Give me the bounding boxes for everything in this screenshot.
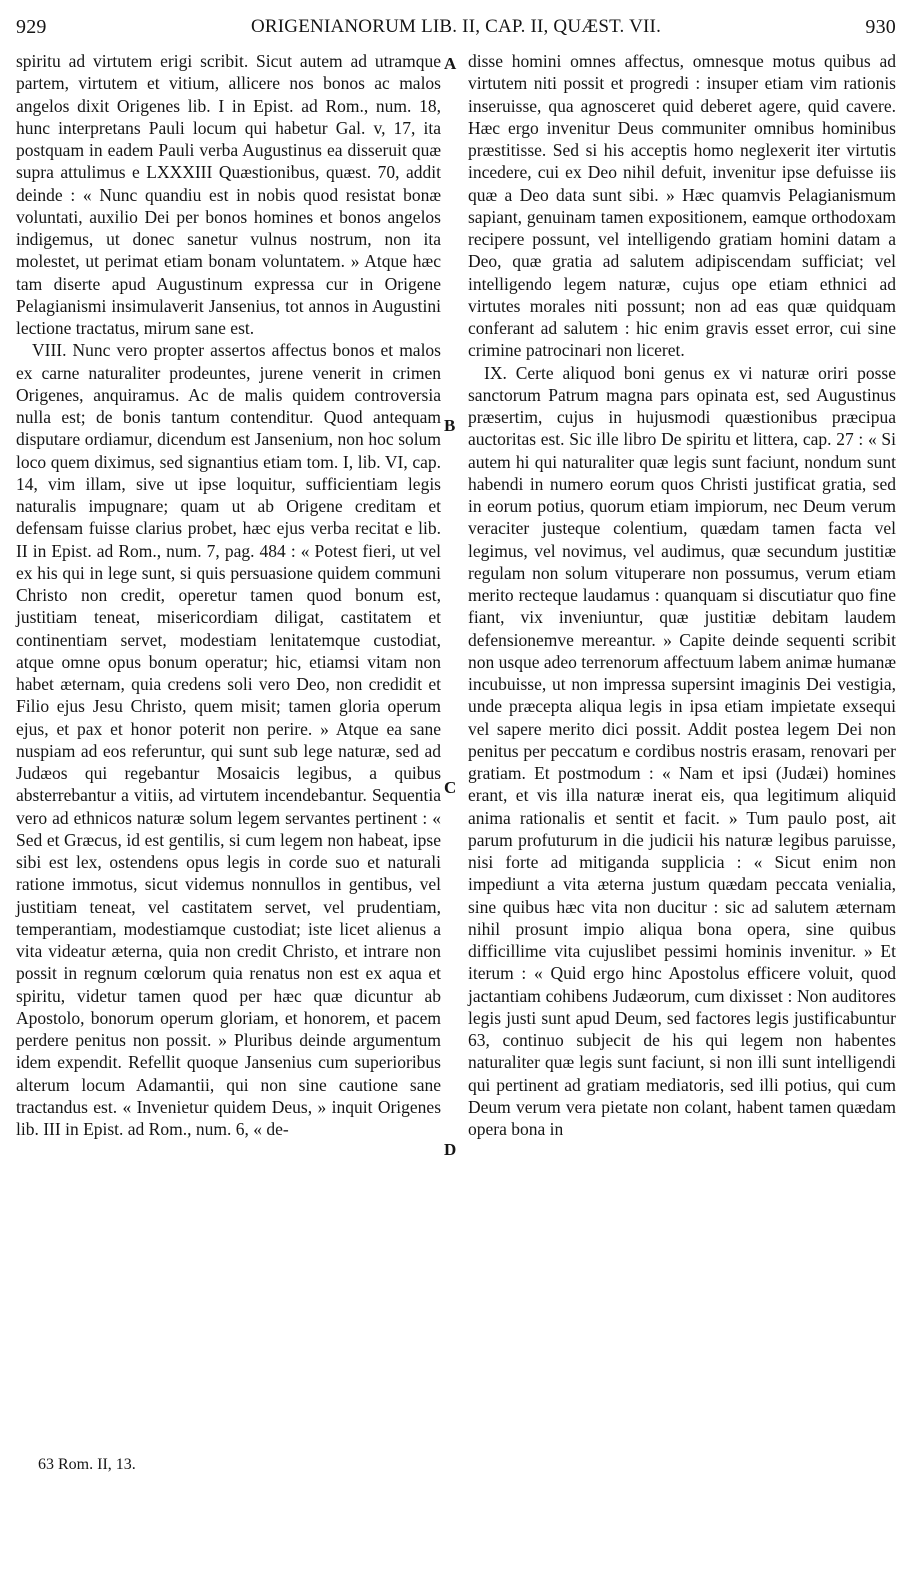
margin-letter-b: B bbox=[444, 416, 456, 435]
page-header bbox=[16, 10, 896, 40]
running-title: ORIGENIANORUM LIB. II, CAP. II, QUÆST. VII. bbox=[250, 16, 662, 37]
margin-letter-a: A bbox=[444, 54, 457, 73]
left-paragraph-1: spiritu ad virtutem erigi scribit. Sicut autem ad utramque partem, virtutem et vitium, allicere nos bonos ac malos angelos dixit Origenes lib. I in Epist. ad Rom., num. 18, hunc interpretans Pauli locum qui habetur Gal. v, 17, ita postquam in eadem Pauli verba Augustinus ea disseruit quæ supra attulimus e LXXXIII Quæstionibus, quæst. 70, addit deinde : « Nunc quandiu est in nobis quod resistat bonæ voluntati, auxilio Dei per bonos homines et bonos angelos indigemus, ut donec sanetur vulnus nostrum, non ita molestet, ut perimat etiam bonam voluntatem. » Atque hæc tam diserte apud Augustinum expressa cur in Origene Pelagianismi insimulaverit Jansenius, tot annos in Augustini lectione tractatus, mirum sane est. bbox=[16, 51, 441, 338]
right-paragraph-2: IX. Certe aliquod boni genus ex vi naturæ oriri posse sanctorum Patrum magna pars opinata est, sed Augustinus præsertim, cujus in hujusmodi quæstionibus præcipua auctoritas est. Sic ille libro De spiritu et littera, cap. 27 : « Si autem hi qui naturaliter quæ legis sunt faciunt, nondum sunt habendi in numero eorum quos Christi justificat gratia, sed in eorum potius, quorum etiam impiorum, nec Deum verum veraciter justeque colentium, quædam tamen facta vel legimus, vel novimus, vel audimus, quæ secundum justitiæ regulam non solum vituperare non possumus, verum etiam merito recteque laudamus : quanquam si discutiatur quo fine fiant, vix inveniuntur, quæ justitiæ debitam laudem defensionemve mereantur. » Capite deinde sequenti scribit non usque adeo terrenorum affectuum labem animæ humanæ incubuisse, ut non impressa supersint imaginis Dei vestigia, unde præcepta aliqua legis in ipsa etiam impietate exsequi vel sapere merito dici possit. Addit postea legem Dei non penitus per peccatum e cordibus nostris erasam, renovari per gratiam. Et postmodum : « Nam et ipsi (Judæi) homines erant, et vis illa naturæ inerat eis, qua legitimum aliquid anima rationalis et sentit et facit. » Tum paulo post, ait parum profuturum in die judicii his naturæ legibus paruisse, nisi forte ad mitiganda supplicia : « Sicut enim non impediunt a vita æterna justum quædam peccata venialia, sine quibus hæc vita non ducitur : sic ad salutem æternam nihil prosunt impio aliqua bona opera, sine quibus difficillime vita cujuslibet pessimi hominis invenitur. » Et iterum : « Quid ergo hinc Apostolus efficere voluit, quod jactantiam cohibens Judæorum, cum dixisset : Non auditores legis justi sunt apud Deum, sed factores legis justificabuntur 63, continuo subjecit de his qui legem non habentes naturaliter quæ legis sunt faciunt, si non illi sunt intelligendi qui pertinent ad gratiam mediatoris, sed illi potius, qui cum Deum verum vera pietate non colant, habent tamen quædam opera bona in bbox=[468, 362, 896, 1139]
right-column bbox=[468, 50, 896, 1140]
left-paragraph-2: VIII. Nunc vero propter assertos affectus bonos et malos ex carne naturaliter prodeuntes, jurene venerit in crimen Origenes, anquiramus. Ac de malis quidem controversia nulla est; de bonis tantum contenditur. Quod antequam disputare ordiamur, dicendum est Jansenium, non hoc solum loco quem diximus, sed signantius etiam tom. I, lib. VI, cap. 14, vim illam, sive ut ipse loquitur, sufficientiam legis naturalis impugnare; quam ut ab Origene creditam et defensam fuisse clarius probet, hæc ejus verba recitat e lib. II in Epist. ad Rom., num. 7, pag. 484 : « Potest fieri, ut vel ex his qui in lege sunt, si quis persuasione quidem communi Christo non credit, operetur tamen quod bonum est, justitiam teneat, misericordiam diligat, castitatem et continentiam servet, modestiam lenitatemque custodiat, atque omne opus bonum operatur; hic, etiamsi vitam non habet æternam, quia credens soli vero Deo, non credidit et Filio ejus Jesu Christo, quem misit; tamen gloria operum ejus, et pax et honor poterit non perire. » Atque ea sane nuspiam ad eos referuntur, qui sunt sub lege naturæ, sed ad Judæos qui regebantur Mosaicis legibus, a quibus absterrebantur a vitiis, ad virtutem incendebantur. Sequentia vero ad ethnicos naturæ solum legem servantes pertinent : « Sed et Græcus, id est gentilis, si cum legem non habeat, ipse sibi est lex, ostendens opus legis in corde suo et naturali ratione immotus, sicut videmus nonnullos in gentibus, vel justitiam teneat, vel castitatem servet, vel prudentiam, temperantiam, modestiamque custodiat; iste licet alienus a vita videatur æterna, quia non credit Christo, et intrare non possit in regnum cœlorum quia renatus non est ex aqua et spiritu, videtur tamen quod per hæc quæ dicuntur ab Apostolo, bonorum operum gloriam, et honorem, et pacem perdere penitus non possit. » Pluribus deinde argumentum idem expendit. Refellit quoque Jansenius cum superioribus alterum locum Adamantii, qui non sine cautione sane tractandus est. « Invenietur quidem Deus, » inquit Origenes lib. III in Epist. ad Rom., num. 6, « de- bbox=[16, 340, 441, 1139]
page-number-right: 930 bbox=[865, 16, 896, 38]
left-column bbox=[16, 50, 441, 1140]
margin-letter-d: D bbox=[444, 1140, 457, 1159]
right-paragraph-1: disse homini omnes affectus, omnesque motus quibus ad virtutem niti possit et progredi : insuper etiam vim rationis inseruisse, qua agnosceret quid deberet agere, quid cavere. Hæc ergo invenitur Deus communiter omnibus hominibus præstitisse. Sed si his acceptis homo neglexerit iter virtutis incedere, cui ex Deo nihil defuit, invenitur ipse defuisse iis quæ a Deo data sunt sibi. » Hæc quamvis Pelagianismum sapiant, genuinam tamen expositionem, eamque orthodoxam recipere possunt, vel intelligendo gratiam homini datam a Deo, quæ gratia ad salutem adipiscendam sufficiat; vel intelligendo legem naturæ, cujus ope etiam ethnici ad virtutes morales niti possunt; non ad eas quæ quidquam conferant ad salutem : hic enim gravis esset error, cui sine crimine patrocinari non liceret. bbox=[468, 51, 896, 361]
footnote: 63 Rom. II, 13. bbox=[38, 1456, 136, 1473]
margin-letter-c: C bbox=[444, 778, 457, 797]
page-number-left: 929 bbox=[16, 16, 47, 38]
